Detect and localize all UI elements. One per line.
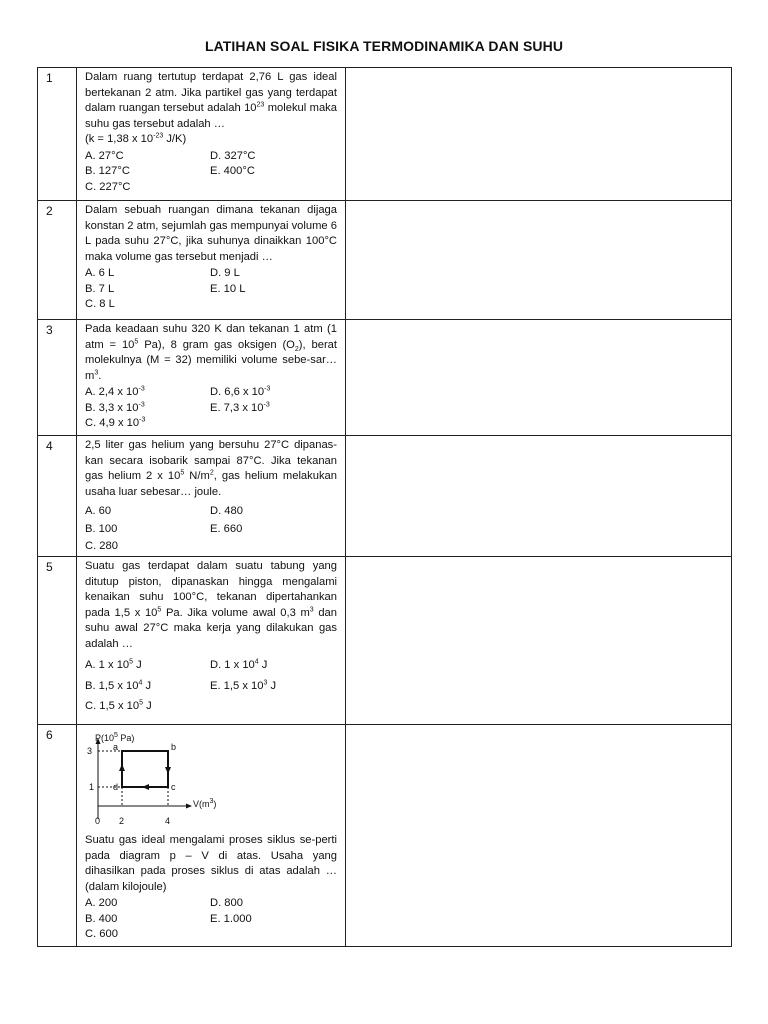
pv-diagram <box>85 733 245 829</box>
question-cell <box>77 201 346 320</box>
option-c: C. 600 <box>85 928 118 940</box>
question-text: Suatu gas ideal mengalami proses siklus se-perti pada diagram p – V di atas. Usaha yang dihasilkan pada proses siklus di atas adalah … (dalam kilojoule) <box>85 834 337 893</box>
option-e: E. 1,5 x $10^3$ J <box>210 678 277 692</box>
answer-space[interactable] <box>346 436 732 557</box>
option-b: B. 3,3 x $10^{-3}$ <box>85 400 145 414</box>
pv-diagram-graphic <box>85 733 245 829</box>
option-c: C. 4,9 x $10^{-3}$ <box>85 416 146 429</box>
x-tick-label: 2 <box>119 816 125 826</box>
option-e: E. 1.000 <box>210 912 252 925</box>
question-number: 2 <box>38 201 77 320</box>
option-a: A. 200 <box>85 897 118 909</box>
x-tick-label: 0 <box>95 816 101 826</box>
question-cell <box>77 68 346 201</box>
option-a: A. 6 L <box>85 267 115 279</box>
question-text: Suatu gas terdapat dalam suatu tabung yang ditutup piston, dipanaskan hingga mengalami kenaikan suhu 100°C, tekanan dipertahankan pada 1,5 x $10^5$ Pa. Jika volume awal 0,3 $m^3$ dan suhu awal 27°C maka kerja yang dilakukan gas adalah … <box>85 560 337 650</box>
y-tick-label: 3 <box>87 746 93 756</box>
answer-options <box>85 504 337 555</box>
question-row <box>38 68 732 201</box>
option-a: A. 2,4 x $10^{-3}$ <box>85 385 145 398</box>
option-b: B. 1,5 x $10^4$ J <box>85 678 152 692</box>
question-row <box>38 320 732 436</box>
question-number: 1 <box>38 68 77 201</box>
option-c: C. 280 <box>85 540 118 552</box>
point-label-c: c <box>171 782 176 792</box>
option-b: B. 100 <box>85 522 118 535</box>
option-e: E. 660 <box>210 522 243 535</box>
x-axis-label: $V(m^3)$ <box>193 798 217 809</box>
x-tick-label: 4 <box>165 816 171 826</box>
question-cell <box>77 320 346 436</box>
answer-options <box>85 149 337 196</box>
question-text: Dalam ruang tertutup terdapat 2,76 L gas ideal bertekanan 2 atm. Jika partikel gas yang terdapat dalam ruangan tersebut adalah $10^{23}$ molekul maka suhu gas tersebut adalah … (k = 1,38 x $10^{-23}$ J/K) <box>85 71 337 145</box>
question-cell <box>77 725 346 947</box>
option-a: A. 1 x $10^5$ J <box>85 658 142 671</box>
arrow-b-to-c-icon <box>165 767 171 774</box>
answer-options <box>85 896 337 943</box>
arrow-c-to-d-icon <box>142 784 149 790</box>
option-d: D. 480 <box>210 505 243 517</box>
question-number: 5 <box>38 557 77 725</box>
question-text: Dalam sebuah ruangan dimana tekanan dijaga konstan 2 atm, sejumlah gas mempunyai volume 6 L pada suhu 27°C, jika suhunya dinaikkan 100°C maka volume gas tersebut menjadi … <box>85 204 337 263</box>
y-axis-label: $P(10^5$ Pa) <box>95 732 135 743</box>
answer-options <box>85 266 337 313</box>
option-d: D. 1 x $10^4$ J <box>210 658 268 671</box>
question-text: 2,5 liter gas helium yang bersuhu 27°C dipanas-kan secara isobarik sampai 87°C. Jika tekanan gas helium 2 x $10^5$ $N/m^2$, gas helium melakukan usaha luar sebesar… joule. <box>85 439 338 498</box>
question-cell <box>77 436 346 557</box>
option-b: B. 7 L <box>85 282 115 295</box>
option-a: A. 60 <box>85 505 112 517</box>
y-tick-label: 1 <box>89 782 95 792</box>
option-d: D. 327°C <box>210 149 256 162</box>
question-row <box>38 725 732 947</box>
option-c: C. 1,5 x $10^5$ J <box>85 699 152 712</box>
answer-options <box>85 385 337 432</box>
answer-space[interactable] <box>346 557 732 725</box>
option-b: B. 400 <box>85 912 118 925</box>
question-number: 6 <box>38 725 77 947</box>
option-a: A. 27°C <box>85 149 124 162</box>
question-cell <box>77 557 346 725</box>
answer-space[interactable] <box>346 201 732 320</box>
answer-space[interactable] <box>346 68 732 201</box>
question-text: Pada keadaan suhu 320 K dan tekanan 1 atm (1 atm = $10^5$ Pa), 8 gram gas oksigen $(O_2)$, berat molekulnya (M = 32) memiliki volume sebe-sar… $m^3$. <box>85 323 337 382</box>
point-label-d: d <box>113 782 119 792</box>
page-title: LATIHAN SOAL FISIKA TERMODINAMIKA DAN SUHU <box>204 38 564 54</box>
question-row <box>38 436 732 557</box>
question-number: 3 <box>38 320 77 436</box>
answer-space[interactable] <box>346 725 732 947</box>
option-b: B. 127°C <box>85 165 130 177</box>
option-d: D. 800 <box>210 897 243 909</box>
arrow-d-to-a-icon <box>119 764 125 771</box>
option-c: C. 8 L <box>85 298 115 310</box>
option-e: E. 7,3 x $10^{-3}$ <box>210 400 270 414</box>
answer-options <box>85 658 337 715</box>
question-table <box>37 67 732 947</box>
cycle-path <box>122 751 168 787</box>
option-d: D. 6,6 x $10^{-3}$ <box>210 385 271 398</box>
option-e: E. 10 L <box>210 282 246 295</box>
option-d: D. 9 L <box>210 267 240 279</box>
question-row <box>38 557 732 725</box>
question-number: 4 <box>38 436 77 557</box>
answer-space[interactable] <box>346 320 732 436</box>
point-label-b: b <box>171 742 177 752</box>
option-c: C. 227°C <box>85 180 131 193</box>
x-axis-arrow-icon <box>186 804 192 809</box>
question-row <box>38 201 732 320</box>
option-e: E. 400°C <box>210 165 255 177</box>
point-label-a: a <box>113 742 119 752</box>
